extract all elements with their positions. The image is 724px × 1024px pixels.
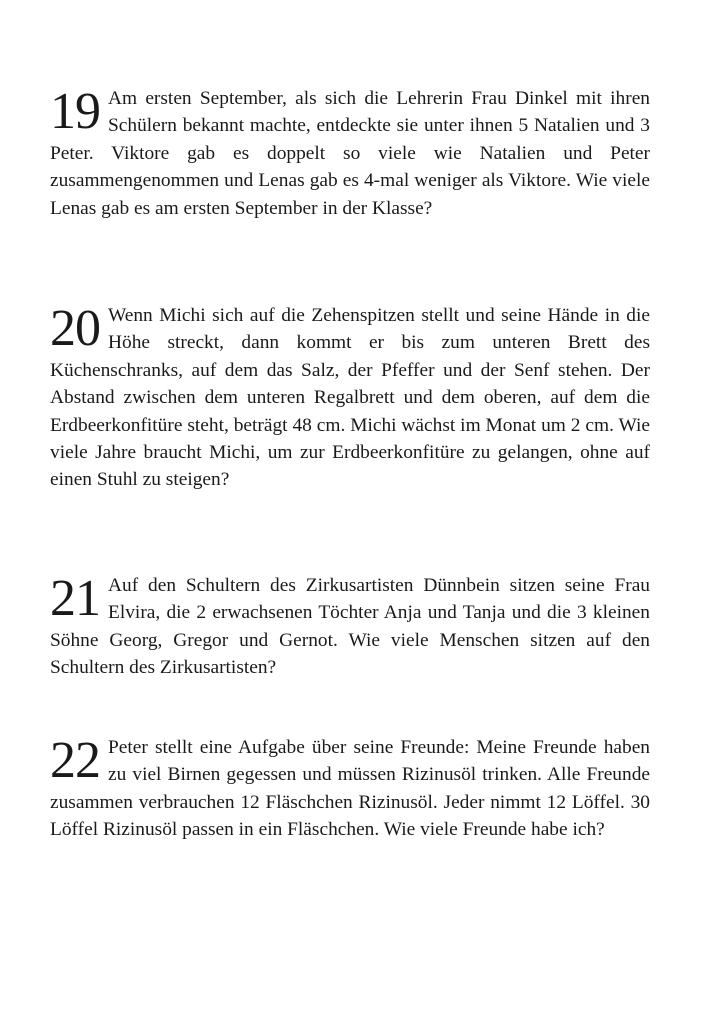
problem-text: Wenn Michi sich auf die Zehenspitzen stellt und seine Hände in die Höhe streckt, dann kommt er bis zum unteren Brett des Küchenschranks, auf dem das Salz, der Pfeffer und der Senf stehen. Der Abstand zwischen dem unteren Regalbrett und dem oberen, auf dem die Erdbeerkonfitüre steht, beträgt 48 cm. Michi wächst im Monat um 2 cm. Wie viele Jahre braucht Michi, um zur Erdbeerkonfitüre zu gelangen, ohne auf einen Stuhl zu steigen? (50, 305, 650, 491)
problem-number: 21 (50, 570, 100, 627)
problem-21 (50, 572, 650, 682)
problem-text: Peter stellt eine Aufgabe über seine Freunde: Meine Freunde haben zu viel Birnen gegessen und müssen Rizinusöl trinken. Alle Freunde zusammen verbrauchen 12 Fläschchen Rizinusöl. Jeder nimmt 12 Löffel. 30 Löffel Rizinusöl passen in ein Fläschchen. Wie viele Freunde habe ich? (50, 737, 650, 841)
problem-number: 19 (50, 83, 100, 140)
problem-number: 20 (50, 300, 100, 357)
problem-number: 22 (50, 732, 100, 789)
problem-20 (50, 302, 650, 494)
problem-22 (50, 734, 650, 844)
problem-text: Auf den Schultern des Zirkusartisten Dünnbein sitzen seine Frau Elvira, die 2 erwachsenen Töchter Anja und Tanja und die 3 kleinen Söhne Georg, Gregor und Gernot. Wie viele Menschen sitzen auf den Schultern des Zirkusartisten? (50, 575, 650, 679)
problem-19 (50, 85, 650, 222)
problem-text: Am ersten September, als sich die Lehrerin Frau Dinkel mit ihren Schülern bekannt machte, entdeckte sie unter ihnen 5 Natalien und 3 Peter. Viktore gab es doppelt so viele wie Natalien und Peter zusammengenommen und Lenas gab es 4-mal weniger als Viktore. Wie viele Lenas gab es am ersten September in der Klasse? (50, 88, 650, 219)
